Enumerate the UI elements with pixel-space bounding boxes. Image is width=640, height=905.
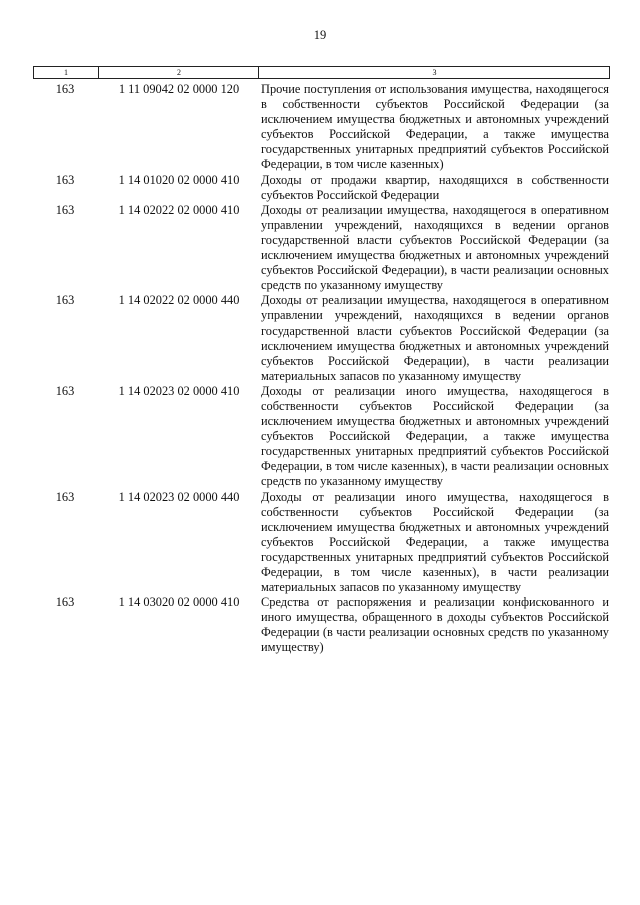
income-description: Прочие поступления от использования имущества, находящегося в собственности субъектов Российской Федерации (за исключением имущества бюджетных и автономных учреждений субъектов Российской Федерации, а также имущества государственных унитарных предприятий субъектов Российской Федерации, в том числе казенных) <box>261 82 609 172</box>
income-description: Доходы от реализации имущества, находящегося в оперативном управлении учреждений, находящихся в ведении органов государственной власти субъектов Российской Федерации (за исключением имущества бюджетных и автономных учреждений субъектов Российской Федерации), в части реализации основных средств по указанному имуществу <box>261 202 609 293</box>
budget-code: 1 14 01020 02 0000 410 <box>118 172 240 187</box>
admin-code: 163 <box>55 489 75 504</box>
income-description: Средства от распоряжения и реализации конфискованного и иного имущества, обращенного в доходы субъектов Российской Федерации (в части реализации основных средств по указанному имуществу) <box>261 595 609 655</box>
table-row <box>33 203 610 294</box>
admin-code: 163 <box>55 172 75 187</box>
admin-code: 163 <box>55 383 75 398</box>
table-row <box>33 173 610 203</box>
table-body <box>33 82 610 656</box>
budget-code: 1 14 02023 02 0000 410 <box>118 383 240 398</box>
table-row <box>33 82 610 173</box>
admin-code: 163 <box>55 202 75 217</box>
income-description: Доходы от продажи квартир, находящихся в собственности субъектов Российской Федерации <box>261 172 609 202</box>
table-row <box>33 595 610 655</box>
admin-code: 163 <box>55 595 75 610</box>
header-col-1: 1 <box>64 68 68 77</box>
table-header-row <box>33 66 610 79</box>
income-description: Доходы от реализации имущества, находящегося в оперативном управлении учреждений, находящихся в ведении органов государственной власти субъектов Российской Федерации (за исключением имущества бюджетных и автономных учреждений субъектов Российской Федерации), в части реализации материальных запасов по указанному имуществу <box>261 293 609 383</box>
budget-code: 1 14 02023 02 0000 440 <box>118 489 240 504</box>
income-description: Доходы от реализации иного имущества, находящегося в собственности субъектов Российской Федерации (за исключением имущества бюджетных и автономных учреждений субъектов Российской Федерации, а также имущества государственных унитарных предприятий субъектов Российской Федерации, в том числе казенных), в части реализации материальных запасов по указанному имуществу <box>261 489 609 595</box>
admin-code: 163 <box>55 293 75 308</box>
table-row <box>33 293 610 384</box>
budget-code: 1 11 09042 02 0000 120 <box>118 82 240 96</box>
header-col-3: 3 <box>258 67 610 78</box>
budget-code: 1 14 03020 02 0000 410 <box>118 595 240 610</box>
income-description: Доходы от реализации иного имущества, находящегося в собственности субъектов Российской Федерации (за исключением имущества бюджетных и автономных учреждений субъектов Российской Федерации, а также имущества государственных унитарных предприятий субъектов Российской Федерации, в том числе казенных), в части реализации основных средств по указанному имуществу <box>261 383 609 489</box>
budget-code: 1 14 02022 02 0000 440 <box>118 293 240 308</box>
header-col-2: 2 <box>98 67 259 78</box>
table-row <box>33 384 610 490</box>
admin-code: 163 <box>55 82 75 96</box>
table-row <box>33 490 610 596</box>
budget-code: 1 14 02022 02 0000 410 <box>118 202 240 217</box>
page-number: 19 <box>313 28 327 42</box>
